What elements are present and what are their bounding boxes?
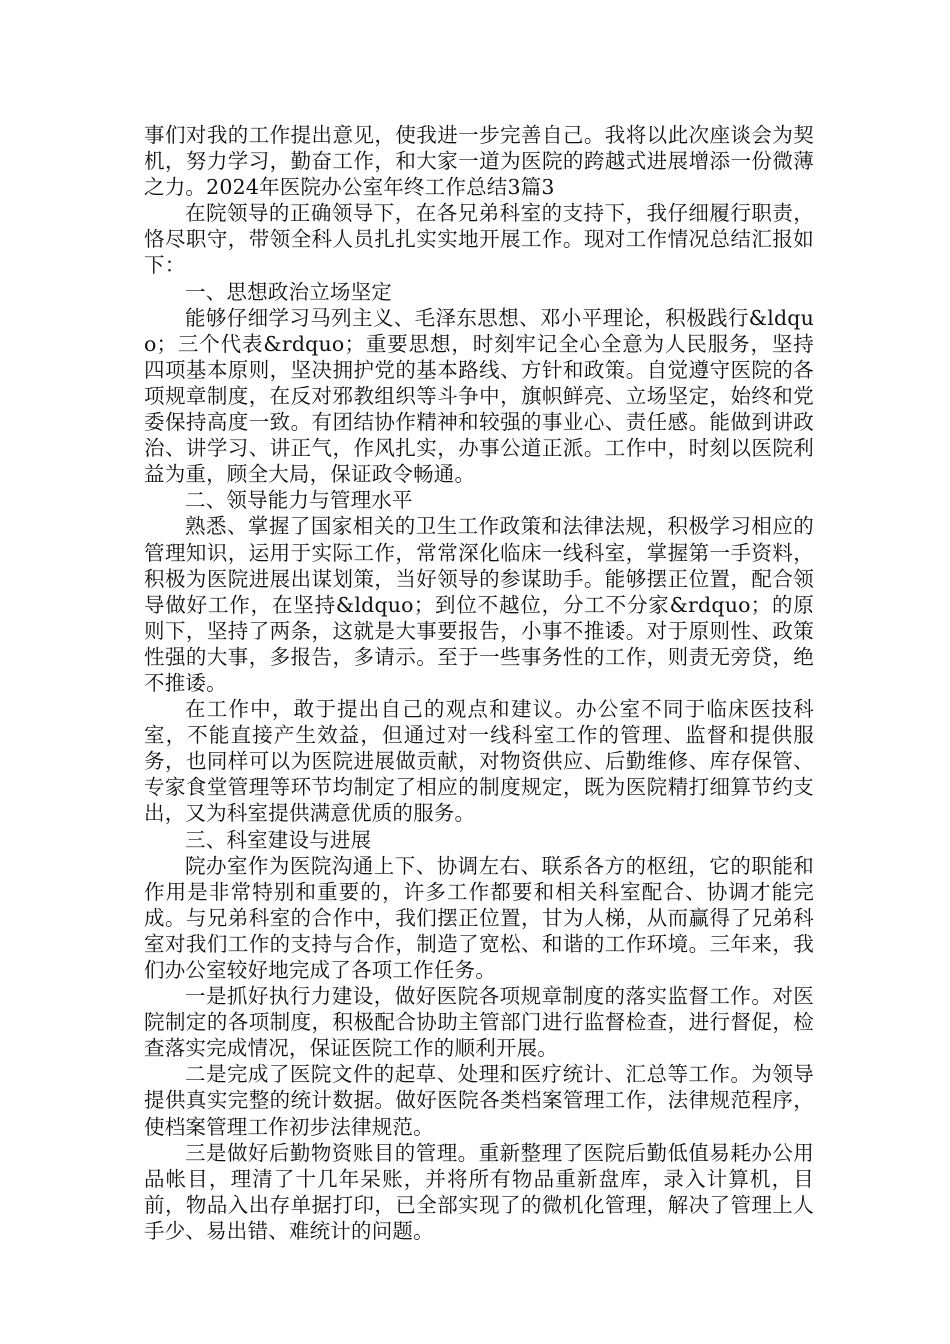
section-heading-2: 二、领导能力与管理水平 (185, 488, 413, 513)
paragraph-section-2b: 在工作中，敢于提出自己的观点和建议。办公室不同于临床医技科室，不能直接产生效益，但通过对一线科室工作的管理、监督和提供服务，也同样可以为医院进展做贡献，对物资供应、后勤维修、库存保管、专家食堂管理等环节均制定了相应的制度规定，既为医院精打细算节约支出，又为科室提供满意优质的服务。 (144, 697, 814, 826)
paragraph-item-3: 三是做好后勤物资账目的管理。重新整理了医院后勤低值易耗办公用品帐目，理清了十几年呆账，并将所有物品重新盘库，录入计算机，目前，物品入出存单据打印，已全部实现了的微机化管理，解决了管理上人手少、易出错、难统计的问题。 (144, 1140, 814, 1243)
paragraph-item-1: 一是抓好执行力建设，做好医院各项规章制度的落实监督工作。对医院制定的各项制度，积极配合协助主管部门进行监督检查，进行督促，检查落实完成情况，保证医院工作的顺利开展。 (144, 984, 814, 1061)
paragraph-item-2: 二是完成了医院文件的起草、处理和医疗统计、汇总等工作。为领导提供真实完整的统计数据。做好医院各类档案管理工作，法律规范程序，使档案管理工作初步法律规范。 (144, 1062, 814, 1139)
paragraph-section-2a: 熟悉、掌握了国家相关的卫生工作政策和法律法规，积极学习相应的管理知识，运用于实际工作，常常深化临床一线科室，掌握第一手资料，积极为医院进展出谋划策，当好领导的参谋助手。能够摆正位置，配合领导做好工作，在坚持&ldquo；到位不越位，分工不分家&rdquo；的原则下，坚持了两条，这就是大事要报告，小事不推诿。对于原则性、政策性强的大事，多报告，多请示。至于一些事务性的工作，则责无旁贷，绝不推诿。 (144, 514, 814, 695)
paragraph-section-1: 能够仔细学习马列主义、毛泽东思想、邓小平理论，积极践行&ldquo；三个代表&rdquo；重要思想，时刻牢记全心全意为人民服务，坚持四项基本原则，坚决拥护党的基本路线、方针和政策。自觉遵守医院的各项规章制度，在反对邪教组织等斗争中，旗帜鲜亮、立场坚定，始终和党委保持高度一致。有团结协作精神和较强的事业心、责任感。能做到讲政治、讲学习、讲正气，作风扎实，办事公道正派。工作中，时刻以医院利益为重，顾全大局，保证政令畅通。 (144, 305, 814, 487)
paragraph-continuation: 事们对我的工作提出意见，使我进一步完善自己。我将以此次座谈会为契机，努力学习，勤奋工作，和大家一道为医院的跨越式进展增添一份微薄之力。2024年医院办公室年终工作总结3篇3 (144, 123, 814, 200)
section-heading-1: 一、思想政治立场坚定 (185, 279, 392, 304)
paragraph-section-3a: 院办室作为医院沟通上下、协调左右、联系各方的枢纽，它的职能和作用是非常特别和重要的，许多工作都要和相关科室配合、协调才能完成。与兄弟科室的合作中，我们摆正位置，甘为人梯，从而赢得了兄弟科室对我们工作的支持与合作，制造了宽松、和谐的工作环境。三年来，我们办公室较好地完成了各项工作任务。 (144, 853, 814, 982)
paragraph-intro: 在院领导的正确领导下，在各兄弟科室的支持下，我仔细履行职责，恪尽职守，带领全科人员扎扎实实地开展工作。现对工作情况总结汇报如下： (144, 201, 814, 278)
document-body (144, 122, 814, 1244)
section-heading-3: 三、科室建设与进展 (185, 827, 372, 852)
